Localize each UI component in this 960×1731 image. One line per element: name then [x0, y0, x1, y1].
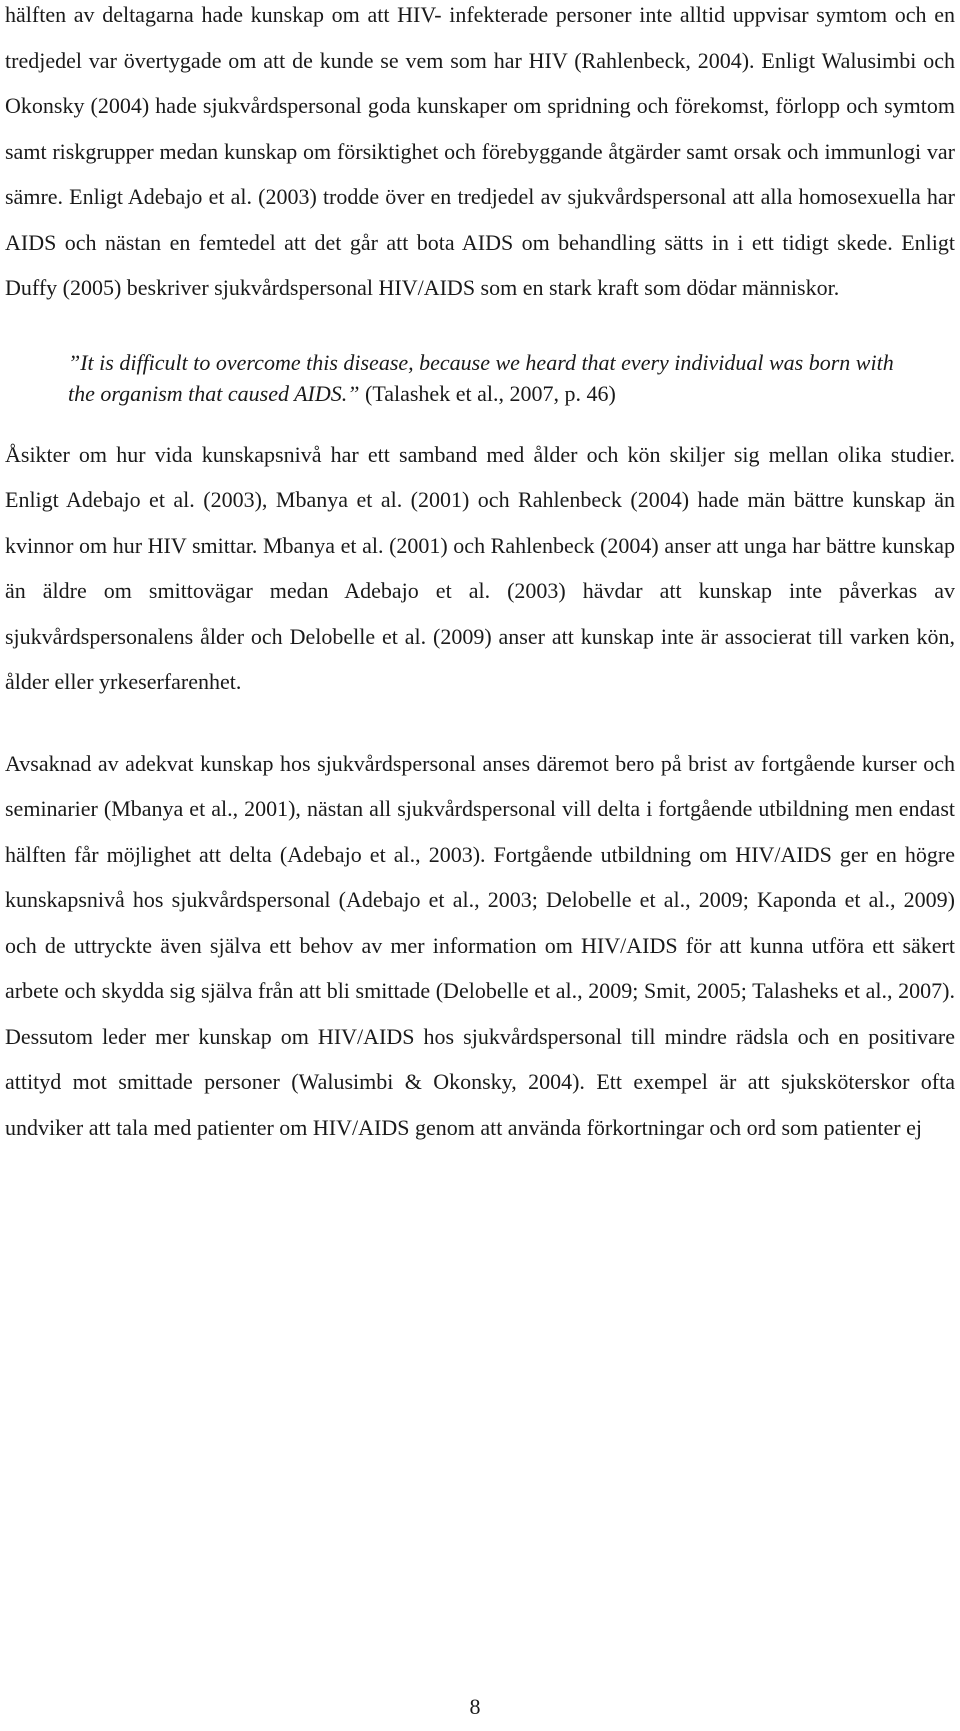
quote-text: ”It is difficult to overcome this disease, because we heard that every individual was born with the organism that caused AIDS.” — [68, 349, 894, 406]
paragraph-education: Avsaknad av adekvat kunskap hos sjukvårdspersonal anses däremot bero på brist av fortgående kurser och seminarier (Mbanya et al., 2001), nästan all sjukvårdspersonal vill delta i fortgående utbildning men endast hälften får möjlighet att delta (Adebajo et al., 2003). Fortgående utbildning om HIV/AIDS ger en högre kunskapsnivå hos sjukvårdspersonal (Adebajo et al., 2003; Delobelle et al., 2009; Kaponda et al., 2009) och de uttryckte även själva ett behov av mer information om HIV/AIDS för att kunna utföra ett säkert arbete och skydda sig själva från att bli smittade (Delobelle et al., 2009; Smit, 2005; Talasheks et al., 2007). Dessutom leder mer kunskap om HIV/AIDS hos sjukvårdspersonal till mindre rädsla och en positivare attityd mot smittade personer (Walusimbi & Okonsky, 2004). Ett exempel är att sjuksköterskor ofta undviker att tala med patienter om HIV/AIDS genom att använda förkortningar och ord som patienter ej — [5, 750, 955, 1140]
spacer — [5, 410, 955, 432]
spacer — [5, 311, 955, 347]
block-quote — [68, 347, 898, 410]
page-number: 8 — [469, 1694, 481, 1719]
spacer — [5, 705, 955, 741]
quote-citation: (Talashek et al., 2007, p. 46) — [359, 381, 616, 406]
paragraph-knowledge-studies: hälften av deltagarna hade kunskap om att HIV- infekterade personer inte alltid uppvisar symtom och en tredjedel var övertygade om att de kunde se vem som har HIV (Rahlenbeck, 2004). Enligt Walusimbi och Okonsky (2004) hade sjukvårdspersonal goda kunskaper om spridning och förekomst, förlopp och symtom samt riskgrupper medan kunskap om försiktighet och förebyggande åtgärder samt orsak och immunlogi var sämre. Enligt Adebajo et al. (2003) trodde över en tredjedel av sjukvårdspersonal att alla homosexuella har AIDS och nästan en femtedel att det går att bota AIDS om behandling sätts in i ett tidigt skede. Enligt Duffy (2005) beskriver sjukvårdspersonal HIV/AIDS som en stark kraft som dödar människor. — [5, 2, 955, 300]
paragraph-age-gender: Åsikter om hur vida kunskapsnivå har ett samband med ålder och kön skiljer sig mellan olika studier. Enligt Adebajo et al. (2003), Mbanya et al. (2001) och Rahlenbeck (2004) hade män bättre kunskap än kvinnor om hur HIV smittar. Mbanya et al. (2001) och Rahlenbeck (2004) anser att unga har bättre kunskap än äldre om smittovägar medan Adebajo et al. (2003) hävdar att kunskap inte påverkas av sjukvårdspersonalens ålder och Delobelle et al. (2009) anser att kunskap inte är associerat till varken kön, ålder eller yrkeserfarenhet. — [5, 441, 955, 694]
document-page — [5, 0, 955, 1150]
